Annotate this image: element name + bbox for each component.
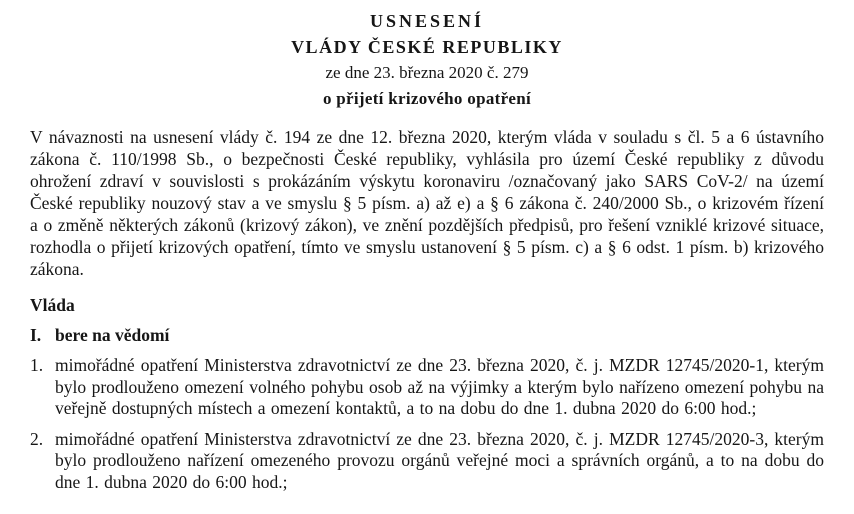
list-item — [30, 429, 824, 494]
section-heading — [30, 324, 824, 346]
section-numeral: I. — [30, 325, 42, 345]
item-number: 1. — [30, 355, 44, 375]
preamble-paragraph: V návaznosti na usnesení vlády č. 194 ze dne 12. března 2020, kterým vláda v souladu s čl. 5 a 6 ústavního zákona č. 110/1998 Sb., o bezpečnosti České republiky, vyhlásila pro území České republiky z důvodu ohrožení zdraví v souvislosti s prokázáním výskytu koronaviru /označovaný jako SARS CoV-2/ na území České republiky nouzový stav a ve smyslu § 5 písm. a) až e) a § 6 zákona č. 240/2000 Sb., o krizovém řízení a o změně některých zákonů (krizový zákon), ve znění pozdějších předpisů, pro řešení vzniklé krizové situace, rozhodla o přijetí krizových opatření, tímto ve smyslu ustanovení § 5 písm. c) a § 6 odst. 1 písm. b) krizového zákona. — [30, 127, 824, 279]
item-text: mimořádné opatření Ministerstva zdravotnictví ze dne 23. března 2020, č. j. MZDR 12745/2020-3, kterým bylo prodlouženo nařízení omezeného provozu orgánů veřejné moci a správních orgánů, a to na dobu do dne 1. dubna 2020 do 6:00 hod.; — [55, 428, 824, 492]
list-item — [30, 355, 824, 420]
document-subtitle: VLÁDY ČESKÉ REPUBLIKY — [291, 37, 563, 57]
document-date-line: ze dne 23. března 2020 č. 279 — [325, 63, 529, 82]
document-subject-line: o přijetí krizového opatření — [322, 89, 532, 108]
actor-heading: Vláda — [30, 295, 75, 315]
item-text: mimořádné opatření Ministerstva zdravotnictví ze dne 23. března 2020, č. j. MZDR 12745/2020-1, kterým bylo prodlouženo omezení volného pohybu osob až na výjimky a kterým bylo nařízeno omezení pohybu na veřejně dostupných místech a omezení kontaktů, a to na dobu do dne 1. dubna 2020 do 6:00 hod.; — [55, 355, 824, 418]
item-number: 2. — [30, 428, 44, 449]
document-title: USNESENÍ — [369, 11, 485, 31]
section-label: bere na vědomí — [55, 325, 170, 345]
